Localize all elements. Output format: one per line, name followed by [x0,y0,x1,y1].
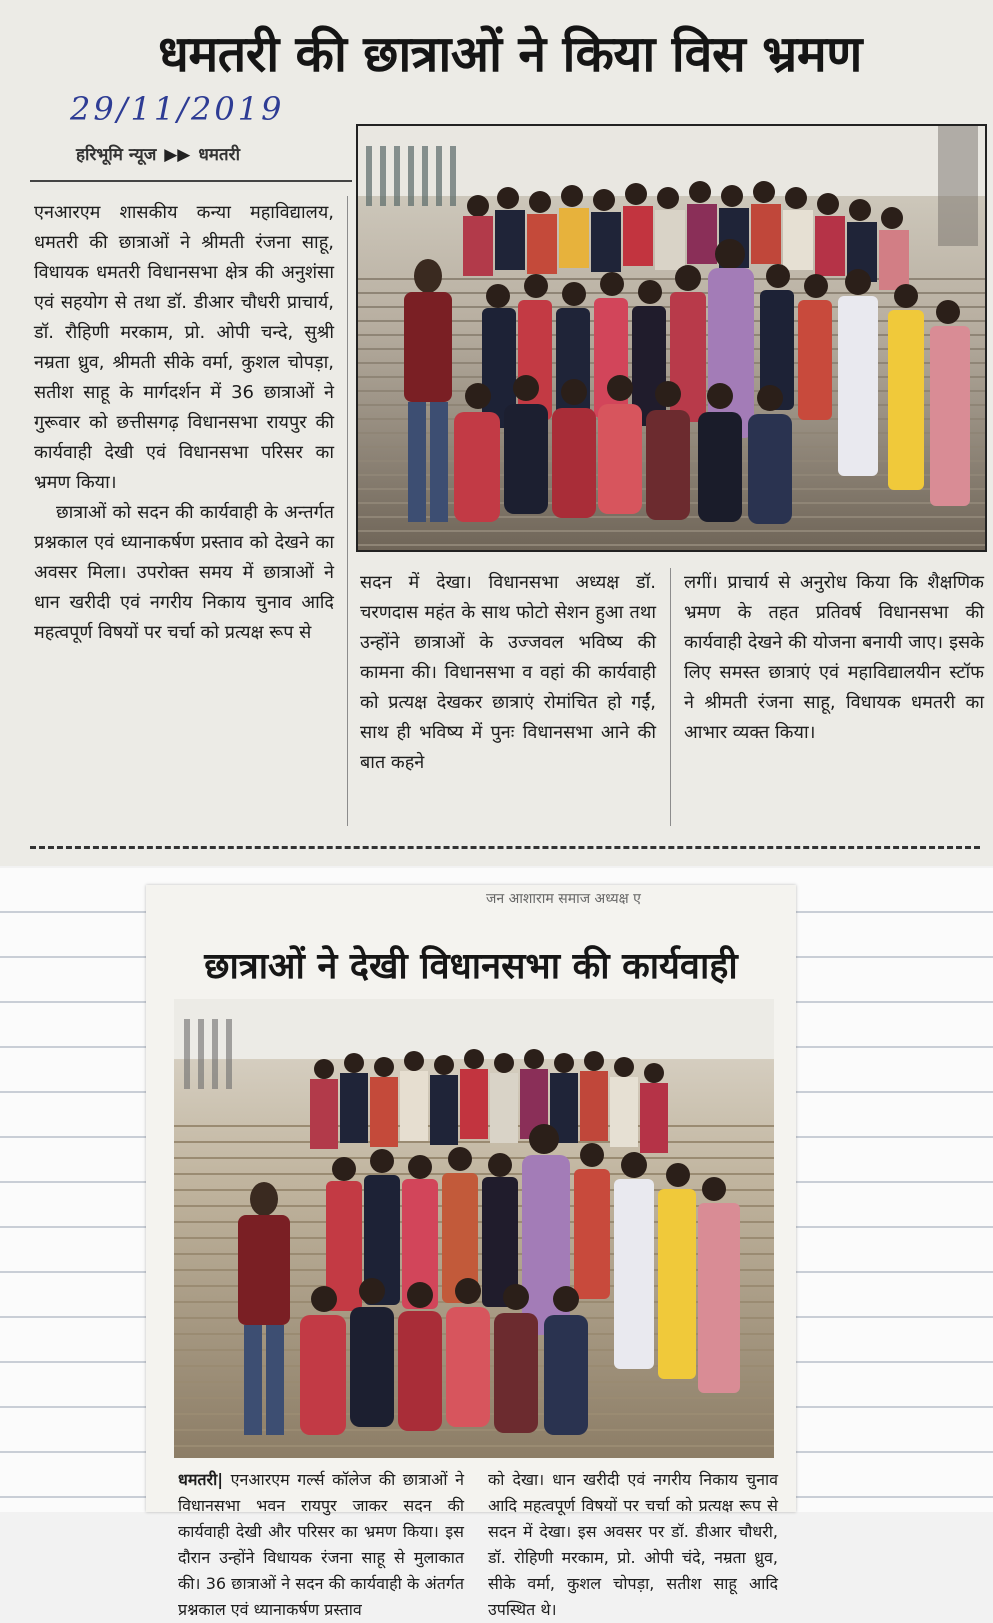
cut-line [30,846,980,849]
column1-paragraph-2: छात्राओं को सदन की कार्यवाही के अन्तर्गत प्रश्नकाल एवं ध्यानाकर्षण प्रस्ताव को देखने का अवसर मिला। उपरोक्त समय में छात्राओं ने धान खरीदी एवं नगरीय निकाय चुनाव आदि महत्वपूर्ण विषयों पर चर्चा को प्रत्यक्ष रूप से [34,502,334,643]
group-photo-1 [356,124,987,552]
clipping2-column-2: को देखा। धान खरीदी एवं नगरीय निकाय चुनाव आदि महत्वपूर्ण विषयों पर चर्चा को प्रत्यक्ष रूप से सदन में देखा। इस अवसर पर डॉ. डीआर चौधरी, डॉ. रोहिणी मरकाम, प्रो. ओपी चंदे, नम्रता ध्रुव, सीके वर्मा, कुशल चोपड़ा, सतीश साहू आदि उपस्थित थे। [488,1470,778,1619]
clipping2-column-1-text: एनआरएम गर्ल्स कॉलेज की छात्राओं ने विधानसभा भवन रायपुर जाकर सदन की कार्यवाही देखी और परिसर का भ्रमण किया। इस दौरान उन्होंने विधायक रंजना साहू से मुलाकात की। 36 छात्राओं ने सदन की कार्यवाही के अंतर्गत प्रश्नकाल एवं ध्यानाकर्षण प्रस्ताव [178,1470,464,1619]
handwritten-date: 29/11/2019 [70,90,285,128]
clipping2-top-fragment: जन आशाराम समाज अध्यक्ष ए [486,891,641,907]
clipping2-headline: छात्राओं ने देखी विधानसभा की कार्यवाही [204,946,738,987]
byline [76,142,336,168]
clipping2-dateline: धमतरी| [178,1470,224,1489]
group-photo-2 [174,999,774,1458]
group-photo-image [174,999,774,1458]
clipping1-headline: धमतरी की छात्राओं ने किया विस भ्रमण [158,25,862,83]
clipping1-column-3: लगीं। प्राचार्य से अनुरोध किया कि शैक्षणिक भ्रमण के तहत प्रतिवर्ष विधानसभा की कार्यवाही देखने की योजना बनायी जाए। इसके लिए समस्त छात्राएं एवं महाविद्यालयीन स्टॉफ ने श्रीमती रंजना साहू, विधायक धमतरी का आभार व्यक्त किया। [684,572,984,743]
byline-arrows-icon: ▶▶ [164,145,191,165]
column-divider [670,568,671,826]
column-divider [347,196,348,826]
byline-place: धमतरी [198,145,240,165]
newspaper-clipping-2 [146,885,796,1619]
group-photo-image [358,126,985,550]
column1-paragraph-1: एनआरएम शासकीय कन्या महाविद्यालय, धमतरी की छात्राओं ने श्रीमती रंजना साहू, विधायक धमतरी विधानसभा क्षेत्र की अनुशंसा एवं सहयोग से तथा डॉ. डीआर चौधरी प्राचार्य, डॉ. रौहिणी मरकाम, प्रो. ओपी चन्दे, सुश्री नम्रता ध्रुव, श्रीमती सीके वर्मा, कुशल चोपड़ा, सतीश साहू के मार्गदर्शन में 36 छात्राओं ने गुरूवार को छत्तीसगढ़ विधानसभा रायपुर की कार्यवाही देखी एवं विधानसभा परिसर का भ्रमण किया। [34,202,334,493]
clipping2-column-1 [178,1467,464,1623]
clipping1-column-2: सदन में देखा। विधानसभा अध्यक्ष डॉ. चरणदास महंत के साथ फोटो सेशन हुआ तथा उन्होंने छात्राओं के उज्जवल भविष्य की कामना की। विधानसभा व वहां की कार्यवाही को प्रत्यक्ष देखकर छात्राएं रोमांचित हो गईं, साथ ही भविष्य में पुनः विधानसभा आने की बात कहने [360,572,656,773]
byline-rule [30,180,352,182]
byline-source: हरिभूमि न्यूज [76,145,157,165]
clipping1-column-1 [34,198,334,648]
